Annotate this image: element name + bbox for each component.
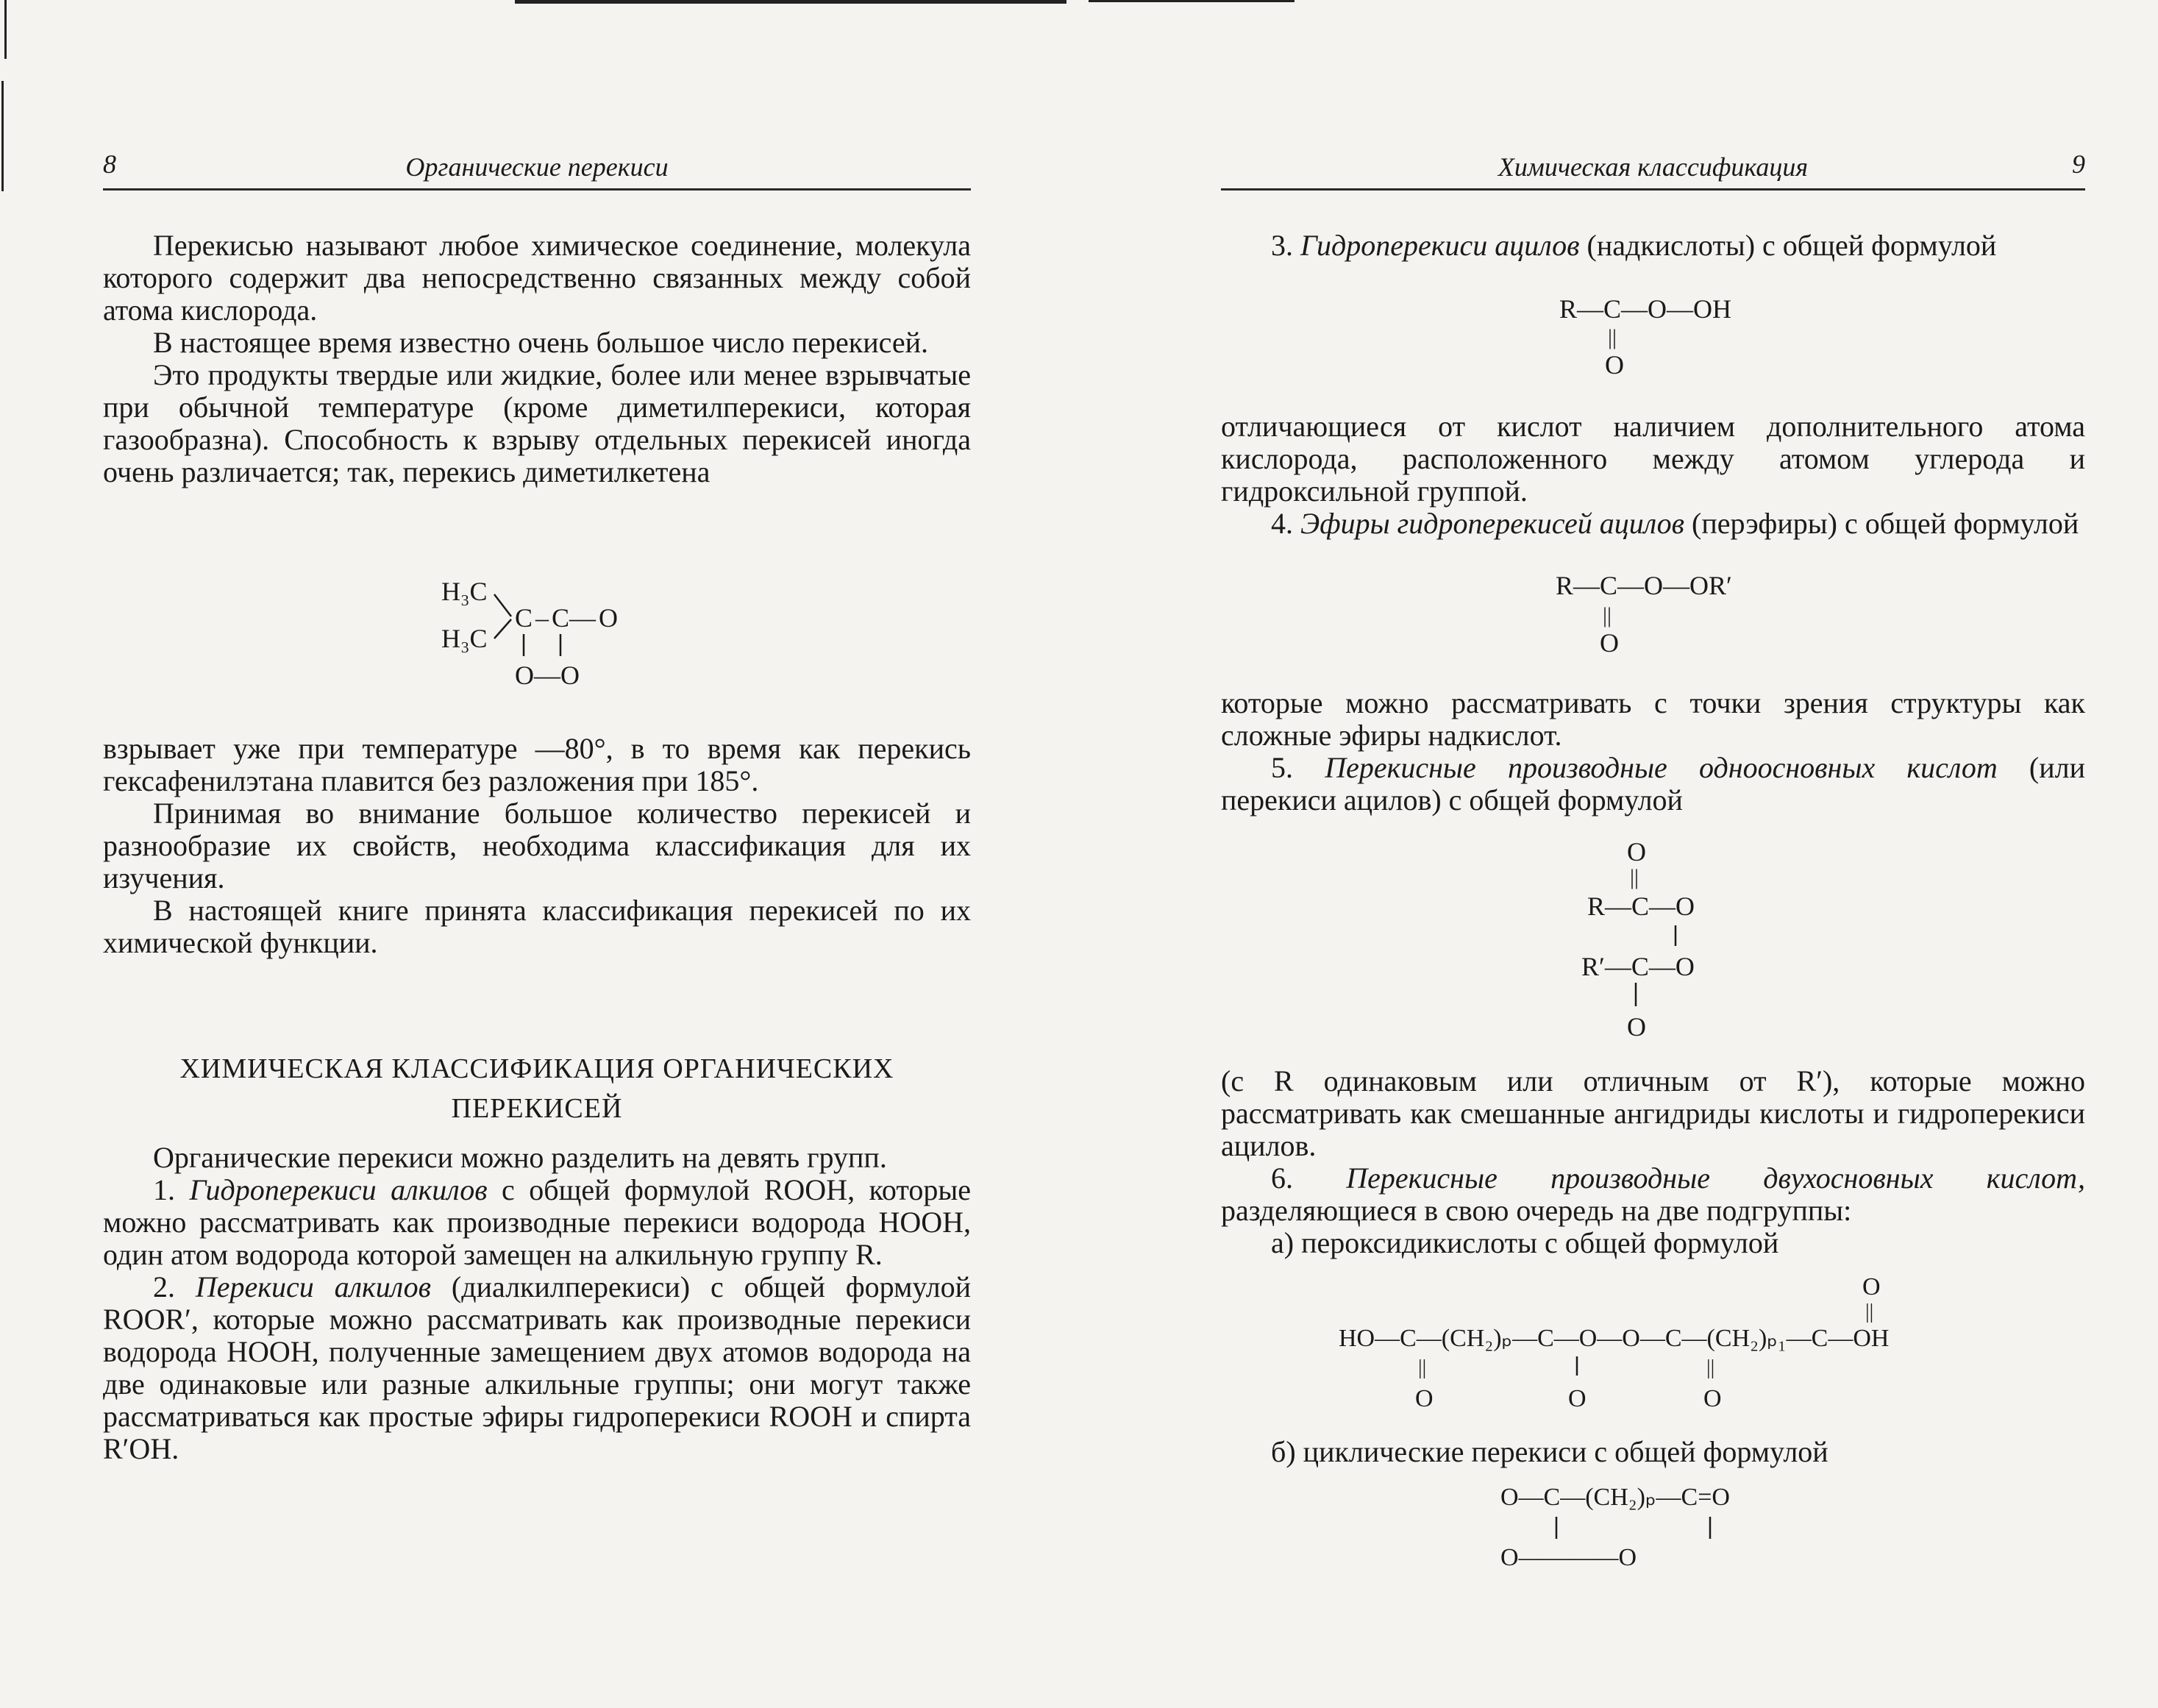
- item-text: (надкислоты) с общей формулой: [1579, 229, 1997, 262]
- formula-row: O—C—(CH₂)ₚ—C=O: [1500, 1484, 1730, 1511]
- right-running-head: [1221, 147, 2085, 191]
- right-running-title: Химическая классификация: [1498, 152, 1809, 182]
- item-number: 2.: [153, 1270, 175, 1303]
- formula-o-right: O: [599, 603, 618, 633]
- right-page: [1221, 0, 2085, 1708]
- left-page-number: 8: [103, 149, 116, 179]
- formula-oxygen: O: [1627, 1012, 1646, 1042]
- list-item-2: [103, 1271, 971, 1465]
- section-title: [103, 1049, 971, 1128]
- subitem-b: б) циклические перекиси с общей формулой: [1271, 1435, 1828, 1468]
- paragraph: которые можно рассматривать с точки зрения структуры как сложные эфиры надкислот.: [1221, 686, 2085, 752]
- item-number: 1.: [153, 1173, 175, 1206]
- subitem-a: а) пероксидикислоты с общей формулой: [1271, 1226, 1779, 1259]
- paragraph: (с R одинаковым или отличным от R′), которые можно рассматривать как смешанные ангидриды кислоты и гидроперекиси ацилов.: [1221, 1064, 2085, 1162]
- item-text: разделяющиеся в свою очередь на две подгруппы:: [1221, 1194, 1852, 1227]
- formula-h3c-top: H₃C: [441, 577, 488, 606]
- formula-peroxydiacid: [1339, 1270, 1971, 1423]
- formula-dimethylketene-peroxide: [441, 574, 750, 705]
- item-number: 4.: [1271, 507, 1293, 540]
- formula-oxygen: O: [1415, 1385, 1434, 1412]
- intro-text: [103, 229, 971, 488]
- list-item-5: [1221, 752, 2085, 816]
- formula-double-bond: ||: [1603, 603, 1612, 627]
- paragraph: взрывает уже при температуре —80°, в то время как перекись гексафенилэтана плавится без разложения при 185°.: [103, 732, 971, 797]
- formula-c-left: C: [515, 603, 533, 633]
- list-item-1: [103, 1174, 971, 1271]
- item-text: (перэфиры) с общей формулой: [1684, 507, 2079, 540]
- left-page: [103, 0, 971, 1708]
- formula-oxygen: O: [1568, 1385, 1587, 1412]
- list-item-3: [1221, 229, 2085, 262]
- item-term: Гидроперекиси ацилов: [1300, 229, 1580, 262]
- item-number: 5.: [1271, 751, 1293, 784]
- formula-double-bond: ||: [1608, 325, 1617, 349]
- formula-bond: [494, 619, 511, 638]
- item-text: (диалкилперекиси) с общей формулой ROOR′, которые можно рассматривать как производные перекиси водорода HOOH, полученные замещением двух атомов водорода на две одинаковые или разные алкильные группы; они могут также рассматриваться как простые эфиры гидроперекиси ROOH и спирта R′OH.: [103, 1270, 971, 1465]
- item6b-text: [1221, 1436, 2085, 1468]
- list-item-4: [1221, 508, 2085, 540]
- formula-h3c-bottom: H₃C: [441, 624, 488, 653]
- formula-oxygen: O: [1600, 628, 1619, 658]
- item-text: (или перекиси ацилов) с общей формулой: [1221, 751, 2086, 816]
- item-number: 3.: [1271, 229, 1293, 262]
- item-term: Эфиры гидроперекисей ацилов: [1300, 507, 1685, 540]
- formula-o-o: O—O: [515, 661, 580, 690]
- classification-text: [103, 1142, 971, 1465]
- after4-text: [1221, 687, 2085, 816]
- formula-oxygen: O: [1627, 837, 1646, 867]
- formula-main: R—C—O—OR′: [1556, 571, 1732, 600]
- formula-oxygen: O: [1605, 350, 1624, 380]
- formula-cyclic-peroxide: [1500, 1479, 1809, 1588]
- paragraph: В настоящей книге принята классификация перекисей по их химической функции.: [103, 894, 971, 959]
- formula-row: R′—C—O: [1581, 952, 1695, 981]
- formula-oxygen: O: [1862, 1273, 1881, 1300]
- formula-dash: —: [569, 603, 596, 633]
- scan-edge-left: [4, 0, 7, 59]
- formula-c-right: C: [552, 603, 570, 633]
- item-term: Перекисные производные двухосновных кислот,: [1346, 1161, 2086, 1195]
- formula-perester: [1556, 568, 1776, 670]
- formula-oxygen: O: [1703, 1385, 1722, 1412]
- item-term: Перекиси алкилов: [195, 1270, 432, 1303]
- formula-double-bond: ||: [1418, 1356, 1427, 1379]
- after5-text: [1221, 1065, 2085, 1259]
- item-text: с общей формулой ROOH, которые можно рассматривать как производные перекиси водорода HOOH, один атом водорода которой замещен на алкильную группу R.: [103, 1173, 971, 1271]
- item-term: Перекисные производные одноосновных кислот: [1325, 751, 1998, 784]
- formula-peracid: [1559, 291, 1780, 394]
- formula-row: O————O: [1500, 1544, 1637, 1571]
- formula-double-bond: ||: [1706, 1356, 1715, 1379]
- item-term: Гидроперекиси алкилов: [189, 1173, 488, 1206]
- item-number: 6.: [1271, 1161, 1293, 1195]
- item3-text: [1221, 229, 2085, 262]
- formula-double-bond: ||: [1865, 1300, 1874, 1323]
- paragraph: В настоящее время известно очень большое число перекисей.: [153, 326, 929, 359]
- list-item-6: [1221, 1162, 2085, 1227]
- after-formula-text: [103, 733, 971, 959]
- paragraph: Органические перекиси можно разделить на девять групп.: [153, 1141, 887, 1174]
- section-title-line: ПЕРЕКИСЕЙ: [451, 1093, 623, 1124]
- left-running-title: Органические перекиси: [405, 152, 669, 182]
- paragraph: Принимая во внимание большое количество перекисей и разнообразие их свойств, необходима классификация для их изучения.: [103, 797, 971, 894]
- scan-edge-left-lower: [1, 81, 4, 191]
- after3-text: [1221, 410, 2085, 540]
- left-running-head: [103, 147, 971, 191]
- formula-dash: –: [535, 603, 549, 633]
- formula-main: HO—C—(CH₂)ₚ—C—O—O—C—(CH₂)ₚ₁—C—OH: [1339, 1325, 1890, 1352]
- paragraph: Это продукты твердые или жидкие, более или менее взрывчатые при обычной температуре (кроме диметилперекиси, которая газообразна). Способность к взрыву отдельных перекисей иногда очень различается; так, перекись диметилкетена: [103, 358, 971, 488]
- formula-row: R—C—O: [1587, 892, 1695, 921]
- formula-acyl-peroxide: [1581, 836, 1743, 1063]
- section-title-line: ХИМИЧЕСКАЯ КЛАССИФИКАЦИЯ ОРГАНИЧЕСКИХ: [179, 1053, 894, 1084]
- formula-main: R—C—O—OH: [1559, 294, 1732, 324]
- paragraph: Перекисью называют любое химическое соединение, молекула которого содержит два непосредственно связанных между собой атома кислорода.: [103, 229, 971, 327]
- paragraph: отличающиеся от кислот наличием дополнительного атома кислорода, расположенного между атомом углерода и гидроксильной группой.: [1221, 410, 2085, 508]
- right-page-number: 9: [2072, 149, 2085, 179]
- formula-double-bond: ||: [1630, 865, 1639, 889]
- formula-bond: [494, 594, 511, 616]
